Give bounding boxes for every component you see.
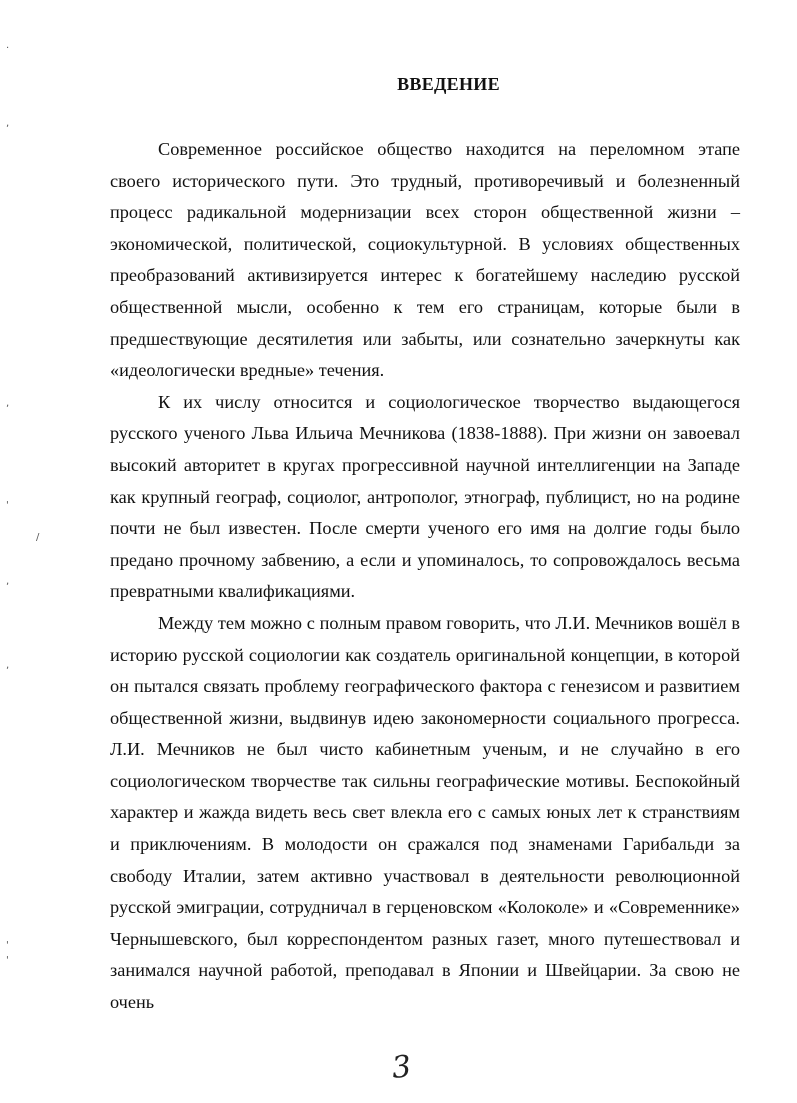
paragraph-1: Современное российское общество находится на переломном этапе своего исторического пути. Это трудный, противоречивый и болезненный процесс радикальной модернизации всех сторон общественной жизни – экономической, политической, социокультурной. В условиях общественных преобразований активизируется интерес к богатейшему наследию русской общественной мысли, особенно к тем его страницам, которые были в предшествующие десятилетия или забыты, или сознательно зачеркнуты как «идеологически вредные» течения. (110, 139, 740, 381)
page-number: 3 (390, 1049, 413, 1086)
scan-margin-mark: , (6, 660, 10, 671)
scan-margin-mark: ' (6, 500, 9, 511)
scan-margin-mark: ' (6, 955, 9, 966)
scan-margin-mark: / (36, 532, 40, 543)
paragraph-2: К их числу относится и социологическое творчество выдающегося русского ученого Льва Ильича Мечникова (1838-1888). При жизни он завоевал высокий авторитет в кругах прогрессивной научной интеллигенции на Западе как крупный географ, социолог, антрополог, этнограф, публицист, но на родине почти не был известен. После смерти ученого его имя на долгие годы было предано прочному забвению, а если и упоминалось, то сопровождалось весьма превратными квалификациями. (110, 391, 740, 602)
paragraph-3: Между тем можно с полным правом говорить, что Л.И. Мечников вошёл в историю русской социологии как создатель оригинальной концепции, в которой он пытался связать проблему географического фактора с генезисом и развитием общественной жизни, выдвинув идею закономерности социального прогресса. Л.И. Мечников не был чисто кабинетным ученым, и не случайно в его социологическом творчестве так сильны географические мотивы. Беспокойный характер и жажда видеть весь свет влекла его с самых юных лет к странствиям и приключениям. В молодости он сражался под знаменами Гарибальди за свободу Италии, затем активно участвовал в деятельности революционной русской эмиграции, сотрудничал в герценовском «Колоколе» и «Современнике» Чернышевского, был корреспондентом разных газет, много путешествовал и занимался научной работой, преподавал в Японии и Швейцарии. За свою не очень (110, 612, 740, 1013)
body-text (110, 134, 740, 1019)
scan-margin-mark: ' (6, 940, 9, 951)
scan-margin-mark: , (6, 576, 10, 587)
scan-margin-mark: , (6, 118, 10, 129)
scan-margin-mark: , (6, 398, 10, 409)
scan-margin-mark: . (6, 40, 10, 51)
page-title: ВВЕДЕНИЕ (397, 74, 500, 94)
